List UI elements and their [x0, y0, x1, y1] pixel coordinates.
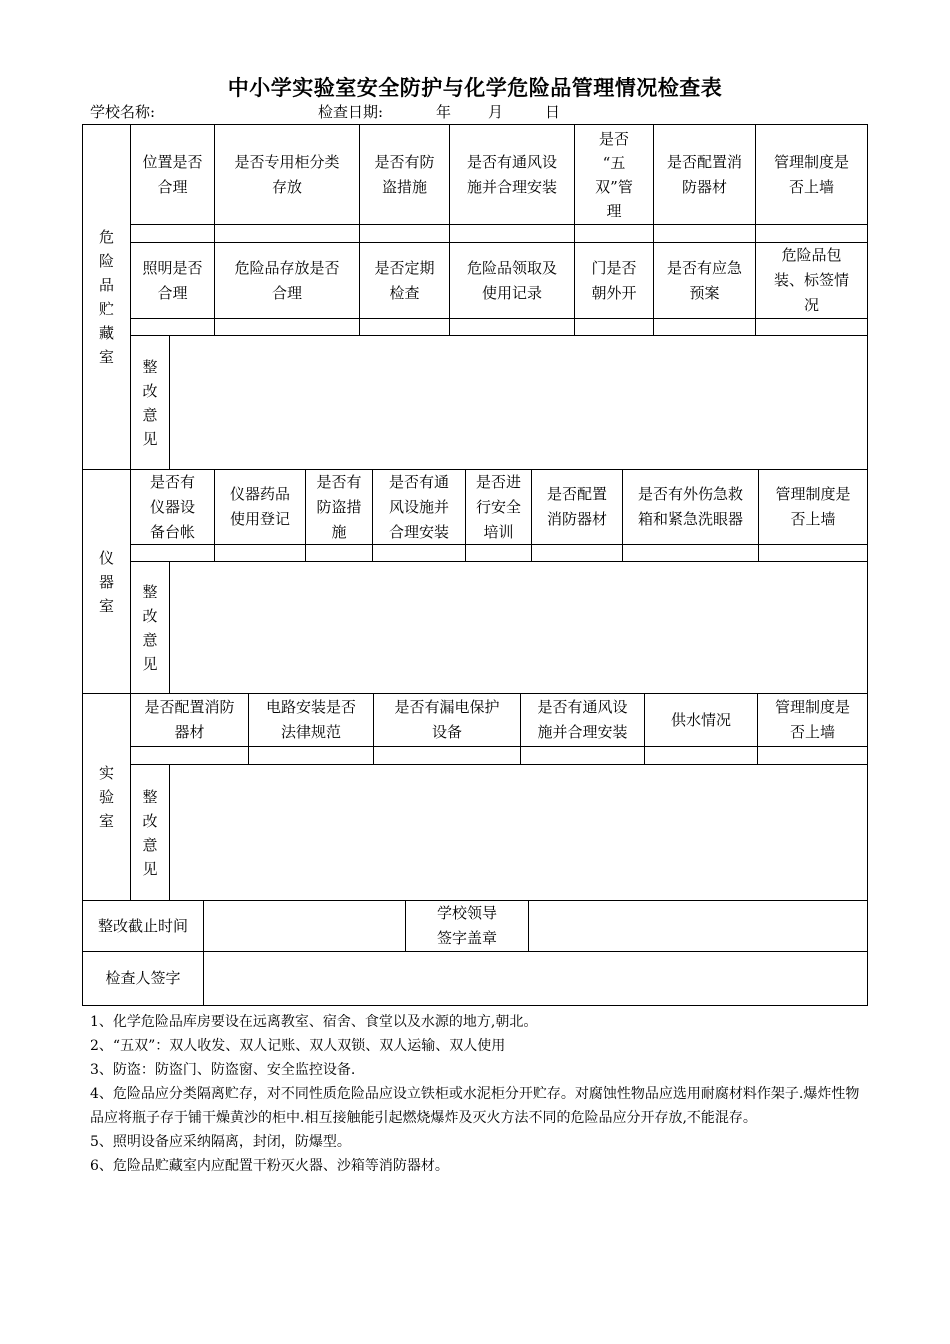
grid-line [130, 318, 868, 319]
hazard-header-packaging: 危险品包 装、标签情 况 [773, 246, 849, 314]
section-label-instrument-room: 仪 器 室 [98, 548, 114, 615]
grid-line [130, 224, 868, 225]
note-item: 5、照明设备应采纳隔离，封闭，防爆型。 [90, 1134, 351, 1150]
grid-line [130, 335, 868, 336]
rectification-label: 整 改 意 见 [142, 582, 158, 673]
grid-line [169, 335, 170, 469]
grid-line [130, 561, 868, 562]
hazard-header-location: 位置是否 合理 [142, 152, 203, 196]
note-item: 6、危险品贮藏室内应配置干粉灭火器、沙箱等消防器材。 [90, 1158, 449, 1174]
year-label: 年 [436, 103, 452, 121]
school-name-label: 学校名称: [90, 103, 156, 121]
instrument-header-safety-training: 是否进 行安全 培训 [475, 472, 521, 541]
hazard-header-door: 门是否 朝外开 [591, 258, 637, 302]
hazard-header-cabinet: 是否专用柜分类 存放 [234, 152, 340, 196]
instrument-header-ledger: 是否有 仪器设 备台帐 [149, 472, 195, 541]
note-item: 2、“五双”：双人收发、双人记账、双人双锁、双人运输、双人使用 [90, 1038, 506, 1054]
deadline-label: 整改截止时间 [97, 916, 188, 935]
lab-header-rules-posted: 管理制度是 否上墙 [774, 698, 850, 741]
hazard-header-storage: 危险品存放是否 合理 [234, 258, 340, 302]
hazard-header-inspection: 是否定期 检查 [374, 258, 435, 302]
hazard-header-antitheft: 是否有防 盗措施 [374, 152, 435, 196]
note-item: 4、危险品应分类隔离贮存，对不同性质危险品应设立铁柜或水泥柜分开贮存。对腐蚀性物品应选用耐腐材料作架子.爆炸性物品应将瓶子存于铺干燥黄沙的柜中.相互接触能引起燃烧爆炸及灭火方法不同的危险品应分开存放,不能混存。 [90, 1086, 860, 1126]
deadline-field[interactable] [204, 901, 405, 951]
section-label-hazard-storage: 危 险 品 贮 藏 室 [98, 227, 114, 366]
instrument-header-first-aid: 是否有外伤急救 箱和紧急洗眼器 [637, 485, 743, 528]
lab-header-circuit: 电路安装是否 法律规范 [265, 698, 356, 741]
note-item: 3、防盗：防盗门、防盗窗、安全监控设备. [90, 1062, 356, 1078]
section-label-laboratory: 实 验 室 [98, 764, 114, 830]
instrument-header-rules-posted: 管理制度是 否上墙 [775, 485, 851, 528]
hazard-header-ventilation: 是否有通风设 施并合理安装 [466, 152, 557, 196]
lab-header-ventilation: 是否有通风设 施并合理安装 [537, 698, 628, 741]
hazard-header-fire-equipment: 是否配置消 防器材 [666, 152, 742, 196]
page-title: 中小学实验室安全防护与化学危险品管理情况检查表 [227, 76, 723, 100]
grid-line [130, 764, 868, 765]
lab-header-leakage-protection: 是否有漏电保护 设备 [394, 698, 500, 741]
instrument-header-antitheft: 是否有 防盗措 施 [316, 472, 362, 541]
month-label: 月 [488, 103, 504, 121]
hazard-header-lighting: 照明是否 合理 [142, 258, 203, 302]
instrument-header-usage-registration: 仪器药品 使用登记 [229, 485, 290, 528]
hazard-header-five-double: 是否 “五 双”管 理 [595, 129, 633, 220]
leader-signature-field[interactable] [529, 901, 867, 951]
grid-line [169, 764, 170, 900]
lab-header-water-supply: 供水情况 [670, 710, 731, 729]
day-label: 日 [545, 103, 561, 121]
hazard-header-rules-posted: 管理制度是 否上墙 [773, 152, 849, 196]
hazard-header-emergency-plan: 是否有应急 预案 [666, 258, 742, 302]
inspector-signature-label: 检查人签字 [105, 969, 181, 987]
instrument-header-ventilation: 是否有通 风设施并 合理安装 [388, 472, 449, 541]
hazard-header-usage-record: 危险品领取及 使用记录 [466, 258, 557, 302]
check-date-label: 检查日期: [318, 103, 384, 121]
rectification-label: 整 改 意 见 [142, 357, 158, 448]
grid-line [169, 561, 170, 693]
instrument-header-fire-equipment: 是否配置 消防器材 [546, 485, 607, 528]
inspector-signature-field[interactable] [204, 952, 867, 1005]
rectification-label: 整 改 意 见 [142, 787, 158, 878]
note-item: 1、化学危险品库房要设在远离教室、宿舍、食堂以及水源的地方,朝北。 [90, 1014, 538, 1030]
leader-signature-label: 学校领导 签字盖章 [436, 904, 497, 947]
notes [90, 1010, 870, 1178]
lab-header-fire-equipment: 是否配置消防 器材 [144, 698, 235, 741]
